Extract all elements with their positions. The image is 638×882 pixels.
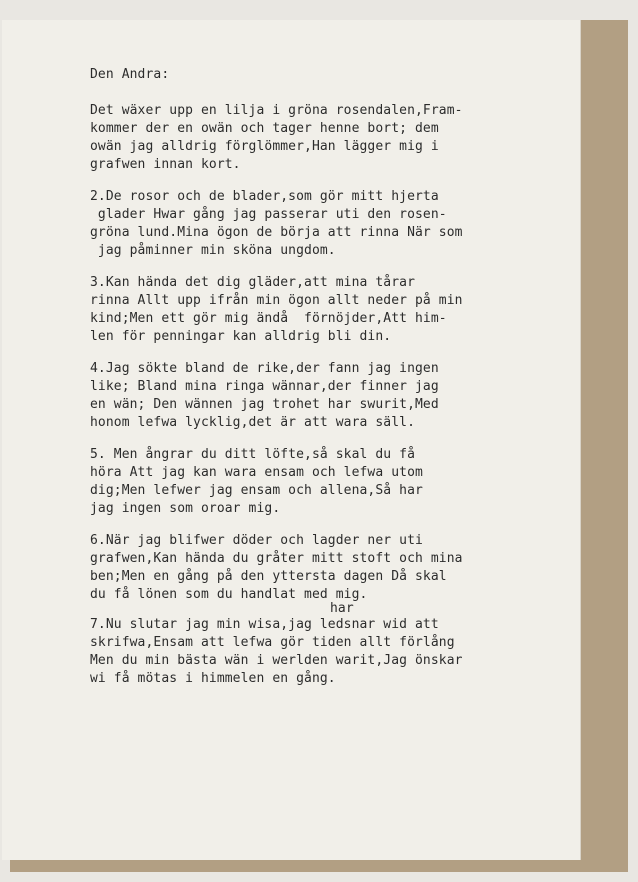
verse-line: kind;Men ett gör mig ändå förnöjder,Att him- <box>90 311 447 326</box>
verse-5 <box>90 446 570 518</box>
verse-line: grafwen,Kan hända du gråter mitt stoft och mina <box>90 551 463 566</box>
verse-line: glader Hwar gång jag passerar uti den rosen- <box>90 207 447 222</box>
verse-line: Det wäxer upp en lilja i gröna rosendalen,Fram- <box>90 103 463 118</box>
verse-line: 5. Men ångrar du ditt löfte,så skal du få <box>90 447 415 462</box>
verse-line: Men du min bästa wän i werlden warit,Jag önskar <box>90 653 463 668</box>
verse-line: ben;Men en gång på den yttersta dagen Då skal <box>90 569 447 584</box>
verse-line: owän jag alldrig förglömmer,Han lägger mig i <box>90 139 439 154</box>
verse-line: skrifwa,Ensam att lefwa gör tiden allt förlång <box>90 635 455 650</box>
verse-1 <box>90 102 570 174</box>
verse-line: gröna lund.Mina ögon de börja att rinna När som <box>90 225 463 240</box>
verse-line: jag påminner min sköna ungdom. <box>90 243 336 258</box>
verse-6 <box>90 532 570 616</box>
verse-line: grafwen innan kort. <box>90 157 241 172</box>
verse-line: 4.Jag sökte bland de rike,der fann jag ingen <box>90 361 439 376</box>
verse-line: rinna Allt upp ifrån min ögon allt neder på min <box>90 293 463 308</box>
song-text <box>90 66 570 688</box>
verse-2 <box>90 188 570 260</box>
verse-line: du få lönen som du handlat med mig. <box>90 587 368 602</box>
song-heading: Den Andra: <box>90 67 170 82</box>
verse-line: 3.Kan hända det dig gläder,att mina tårar <box>90 275 415 290</box>
verse-line: dig;Men lefwer jag ensam och allena,Så har <box>90 483 423 498</box>
verse-line: len för penningar kan alldrig bli din. <box>90 329 392 344</box>
verse-7 <box>90 616 570 688</box>
verse-line: like; Bland mina ringa wännar,der finner jag <box>90 379 439 394</box>
verse-3 <box>90 274 570 346</box>
verse-line: höra Att jag kan wara ensam och lefwa utom <box>90 465 423 480</box>
verse-line: en wän; Den wännen jag trohet har swurit,Med <box>90 397 439 412</box>
verse-line: 6.När jag blifwer döder och lagder ner uti <box>90 533 423 548</box>
verse-line: kommer der en owän och tager henne bort; dem <box>90 121 439 136</box>
handwritten-insertion: har <box>330 601 354 616</box>
verse-line: honom lefwa lycklig,det är att wara säll. <box>90 415 415 430</box>
verse-4 <box>90 360 570 432</box>
verse-line: jag ingen som oroar mig. <box>90 501 281 516</box>
verse-line: 7.Nu slutar jag min wisa,jag ledsnar wid att <box>90 617 439 632</box>
verse-line: wi få mötas i himmelen en gång. <box>90 671 336 686</box>
verse-line: 2.De rosor och de blader,som gör mitt hjerta <box>90 189 439 204</box>
